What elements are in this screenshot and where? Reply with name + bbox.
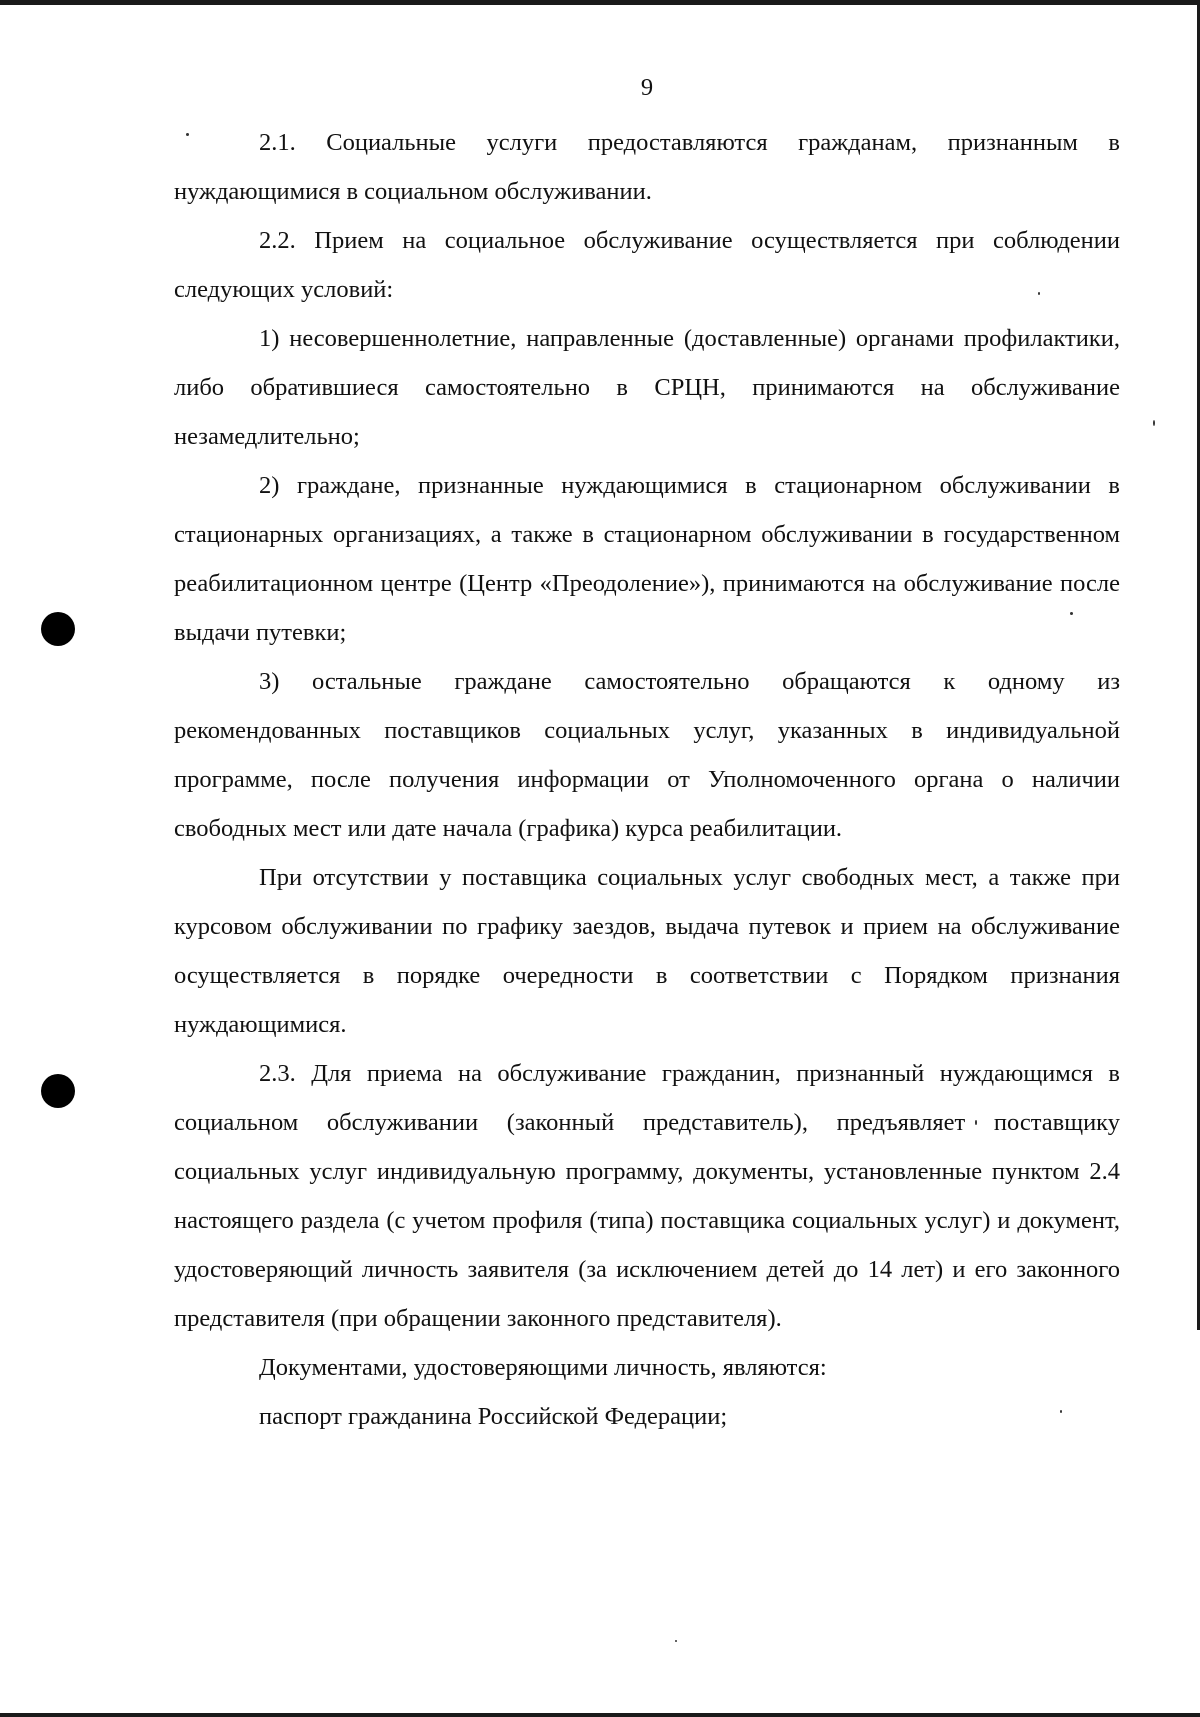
scan-bottom-edge (0, 1713, 1200, 1717)
paragraph-2-2: 2.2. Прием на социальное обслуживание осуществляется при соблюдении следующих условий: (174, 227, 1120, 303)
paragraph-item-1: 1) несовершеннолетние, направленные (доставленные) органами профилактики, либо обратившиеся самостоятельно в СРЦН, принимаются на обслуживание незамедлительно; (174, 325, 1120, 450)
paragraph-item-2: 2) граждане, признанные нуждающимися в стационарном обслуживании в стационарных организациях, а также в стационарном обслуживании в государственном реабилитационном центре (Центр «Преодоление»), принимаются на обслуживание после выдачи путевки; (174, 472, 1120, 646)
punch-hole-mark (41, 612, 75, 646)
scan-speck (675, 1640, 677, 1642)
punch-hole-mark (41, 1074, 75, 1108)
paragraph-2-3: 2.3. Для приема на обслуживание гражданин, признанный нуждающимся в социальном обслуживании (законный представитель), предъявляет поставщику социальных услуг индивидуальную программу, документы, установленные пунктом 2.4 настоящего раздела (с учетом профиля (типа) поставщика социальных услуг) и документ, удостоверяющий личность заявителя (за исключением детей до 14 лет) и его законного представителя (при обращении законного представителя). (174, 1060, 1120, 1332)
paragraph-identity-documents: Документами, удостоверяющими личность, являются: (259, 1354, 827, 1381)
paragraph-2-1: 2.1. Социальные услуги предоставляются гражданам, признанным в нуждающимися в социальном обслуживании. (174, 129, 1120, 205)
document-body (174, 58, 1120, 1441)
paragraph-item-3: 3) остальные граждане самостоятельно обращаются к одному из рекомендованных поставщиков социальных услуг, указанных в индивидуальной программе, после получения информации от Уполномоченного органа о наличии свободных мест или дате начала (графика) курса реабилитации. (174, 668, 1120, 842)
paragraph-passport: паспорт гражданина Российской Федерации; (259, 1403, 728, 1430)
page-number: 9 (640, 74, 654, 101)
scan-top-edge (0, 0, 1200, 5)
paragraph-no-vacancies: При отсутствии у поставщика социальных услуг свободных мест, а также при курсовом обслуживании по графику заездов, выдача путевок и прием на обслуживание осуществляется в порядке очередности в соответствии с Порядком признания нуждающимися. (174, 864, 1120, 1038)
scan-speck (1153, 420, 1155, 426)
